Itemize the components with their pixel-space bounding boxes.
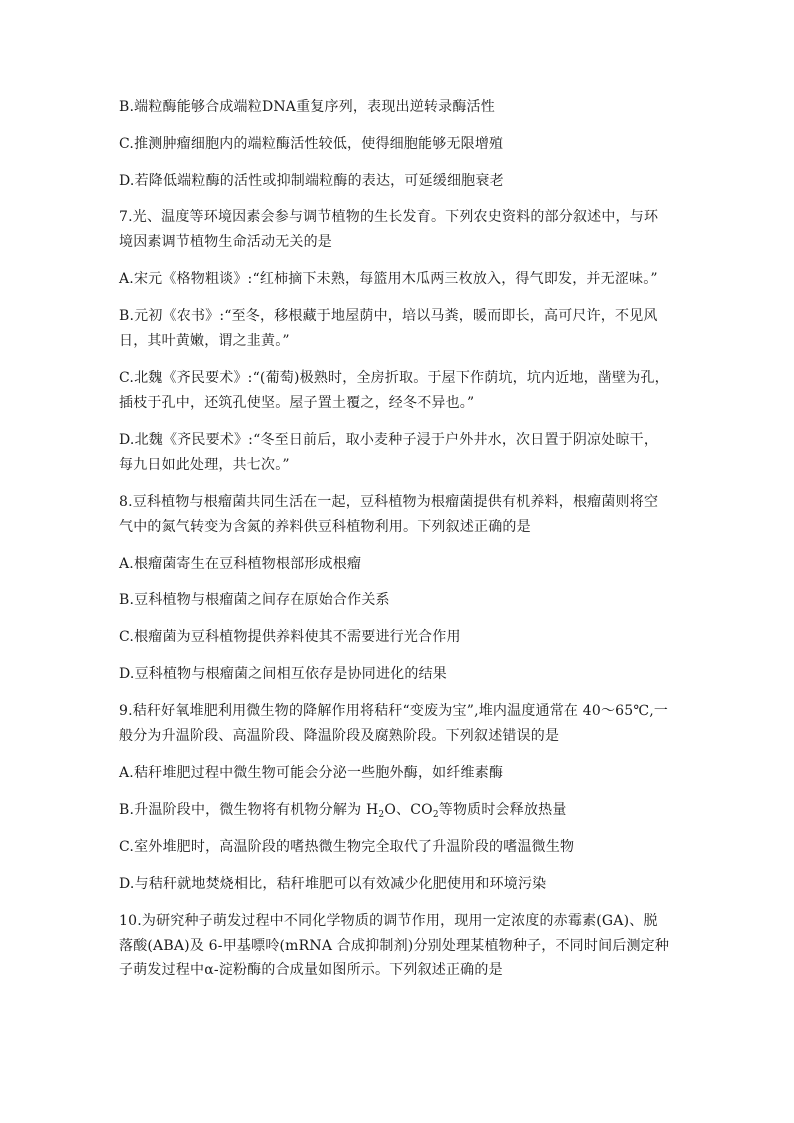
q9-option-b-post: 等物质时会释放热量 xyxy=(438,802,567,818)
q9-option-d: D.与秸秆就地焚烧相比，秸秆堆肥可以有效减少化肥使用和环境污染 xyxy=(119,876,547,892)
q8-option-a: A.根瘤菌寄生在豆科植物根部形成根瘤 xyxy=(119,556,362,572)
subscript-2: 2 xyxy=(432,810,439,820)
q9-option-b xyxy=(119,800,567,820)
q8-stem-line-1: 8.豆科植物与根瘤菌共同生活在一起，豆科植物为根瘤菌提供有机养料，根瘤菌则将空 xyxy=(119,494,659,510)
q7-option-c-line-1: C.北魏《齐民要术》:“(葡萄)极熟时，全房折取。于屋下作荫坑，坑内近地，凿壁为孔， xyxy=(119,370,669,386)
q7-stem-line-1: 7.光、温度等环境因素会参与调节植物的生长发育。下列农史资料的部分叙述中，与环 xyxy=(119,209,659,225)
q6-option-d: D.若降低端粒酶的活性或抑制端粒酶的表达，可延缓细胞衰老 xyxy=(119,173,504,189)
q8-option-b: B.豆科植物与根瘤菌之间存在原始合作关系 xyxy=(119,592,390,608)
q6-option-c: C.推测肿瘤细胞内的端粒酶活性较低，使得细胞能够无限增殖 xyxy=(119,136,504,152)
q9-option-c: C.室外堆肥时，高温阶段的嗜热微生物完全取代了升温阶段的嗜温微生物 xyxy=(119,839,575,855)
q7-option-a: A.宋元《格物粗谈》:“红柿摘下未熟，每篮用木瓜两三枚放入，得气即发，并无涩味。” xyxy=(119,271,658,287)
q10-stem-line-1: 10.为研究种子萌发过程中不同化学物质的调节作用，现用一定浓度的赤霉素(GA)、脱 xyxy=(119,913,658,929)
q9-stem-line-1: 9.秸秆好氧堆肥利用微生物的降解作用将秸秆“变废为宝”,堆内温度通常在 40～65℃,一 xyxy=(119,703,669,719)
q7-option-d-line-1: D.北魏《齐民要术》:“冬至日前后，取小麦种子浸于户外井水，次日置于阴凉处晾干， xyxy=(119,432,659,448)
q9-option-a: A.秸秆堆肥过程中微生物可能会分泌一些胞外酶，如纤维素酶 xyxy=(119,765,504,781)
q7-option-d-line-2: 每九日如此处理，共七次。” xyxy=(119,457,290,473)
q10-stem-line-3: 子萌发过程中α-淀粉酶的合成量如图所示。下列叙述正确的是 xyxy=(119,962,503,978)
q6-option-b: B.端粒酶能够合成端粒DNA重复序列，表现出逆转录酶活性 xyxy=(119,99,495,115)
q9-option-b-pre: B.升温阶段中，微生物将有机物分解为 H xyxy=(119,802,379,818)
q7-option-b-line-1: B.元初《农书》:“至冬，移根藏于地屋荫中，培以马粪，暖而即长，高可尺许，不见风 xyxy=(119,308,658,324)
q7-option-b-line-2: 日，其叶黄嫩，谓之韭黄。” xyxy=(119,333,290,349)
q8-stem-line-2: 气中的氮气转变为含氮的养料供豆科植物利用。下列叙述正确的是 xyxy=(119,519,531,535)
q7-option-c-line-2: 插枝于孔中，还筑孔使坚。屋子置土覆之，经冬不异也。” xyxy=(119,395,475,411)
q9-stem-line-2: 般分为升温阶段、高温阶段、降温阶段及腐熟阶段。下列叙述错误的是 xyxy=(119,728,560,744)
q8-option-c: C.根瘤菌为豆科植物提供养料使其不需要进行光合作用 xyxy=(119,629,461,645)
q10-stem-line-2: 落酸(ABA)及 6-甲基嘌呤(mRNA 合成抑制剂)分别处理某植物种子，不同时间后测定种 xyxy=(119,938,670,954)
q7-stem-line-2: 境因素调节植物生命活动无关的是 xyxy=(119,234,332,250)
q8-option-d: D.豆科植物与根瘤菌之间相互依存是协同进化的结果 xyxy=(119,666,447,682)
subscript-2: 2 xyxy=(378,810,385,820)
q9-option-b-mid: O、CO xyxy=(384,802,433,818)
